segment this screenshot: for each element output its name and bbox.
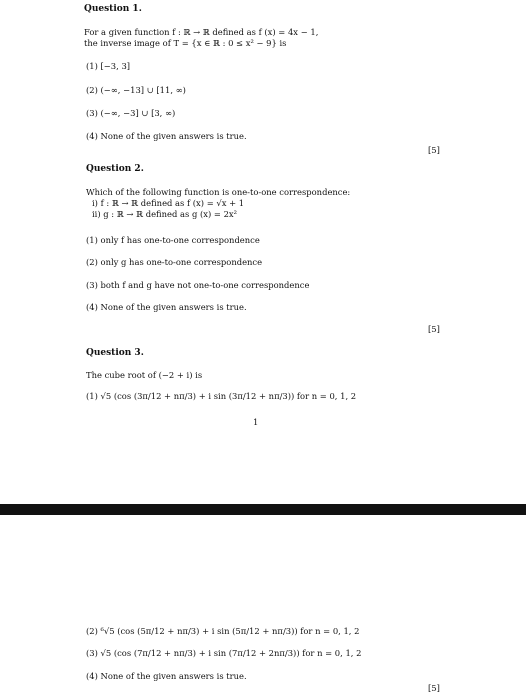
q2-option-4: (4) None of the given answers is true. bbox=[86, 302, 247, 312]
q3-option-4: (4) None of the given answers is true. bbox=[86, 671, 247, 681]
q2-heading: Question 2. bbox=[86, 164, 144, 174]
q3-option-2: (2) ⁶√5 (cos (5π/12 + nπ/3) + i sin (5π/12 + nπ/3)) for n = 0, 1, 2 bbox=[86, 626, 360, 636]
q3-option-3: (3) √5 (cos (7π/12 + nπ/3) + i sin (7π/12 + 2nπ/3)) for n = 0, 1, 2 bbox=[86, 648, 362, 658]
q1-option-1: (1) [−3, 3] bbox=[86, 61, 131, 71]
document-page-2 bbox=[0, 515, 526, 700]
q3-option-1: (1) √5 (cos (3π/12 + nπ/3) + i sin (3π/12 + nπ/3)) for n = 0, 1, 2 bbox=[86, 391, 357, 401]
q2-sub-i: i) f : ℝ → ℝ defined as f (x) = √x + 1 bbox=[92, 198, 245, 208]
q1-heading: Question 1. bbox=[84, 4, 142, 14]
q1-stem-line2: the inverse image of T = {x ∈ ℝ : 0 ≤ x² − 9} is bbox=[84, 38, 287, 48]
q2-option-1: (1) only f has one-to-one correspondence bbox=[86, 235, 260, 245]
q2-option-2: (2) only g has one-to-one correspondence bbox=[86, 257, 263, 267]
q3-stem: The cube root of (−2 + i) is bbox=[86, 370, 203, 380]
q1-option-3: (3) (−∞, −3] ∪ [3, ∞) bbox=[86, 108, 176, 118]
q2-marks: [5] bbox=[428, 324, 440, 334]
q1-marks: [5] bbox=[428, 145, 440, 155]
q1-stem-line1: For a given function f : ℝ → ℝ defined as f (x) = 4x − 1, bbox=[84, 27, 319, 37]
q3-marks: [5] bbox=[428, 683, 440, 693]
q2-sub-ii: ii) g : ℝ → ℝ defined as g (x) = 2x² bbox=[92, 209, 237, 219]
q1-option-2: (2) (−∞, −13] ∪ [11, ∞) bbox=[86, 85, 186, 95]
page-separator bbox=[0, 504, 526, 515]
page-number: 1 bbox=[253, 417, 259, 427]
q2-stem: Which of the following function is one-to-one correspondence: bbox=[86, 187, 351, 197]
q3-heading: Question 3. bbox=[86, 348, 144, 358]
q2-option-3: (3) both f and g have not one-to-one correspondence bbox=[86, 280, 310, 290]
q1-option-4: (4) None of the given answers is true. bbox=[86, 131, 247, 141]
